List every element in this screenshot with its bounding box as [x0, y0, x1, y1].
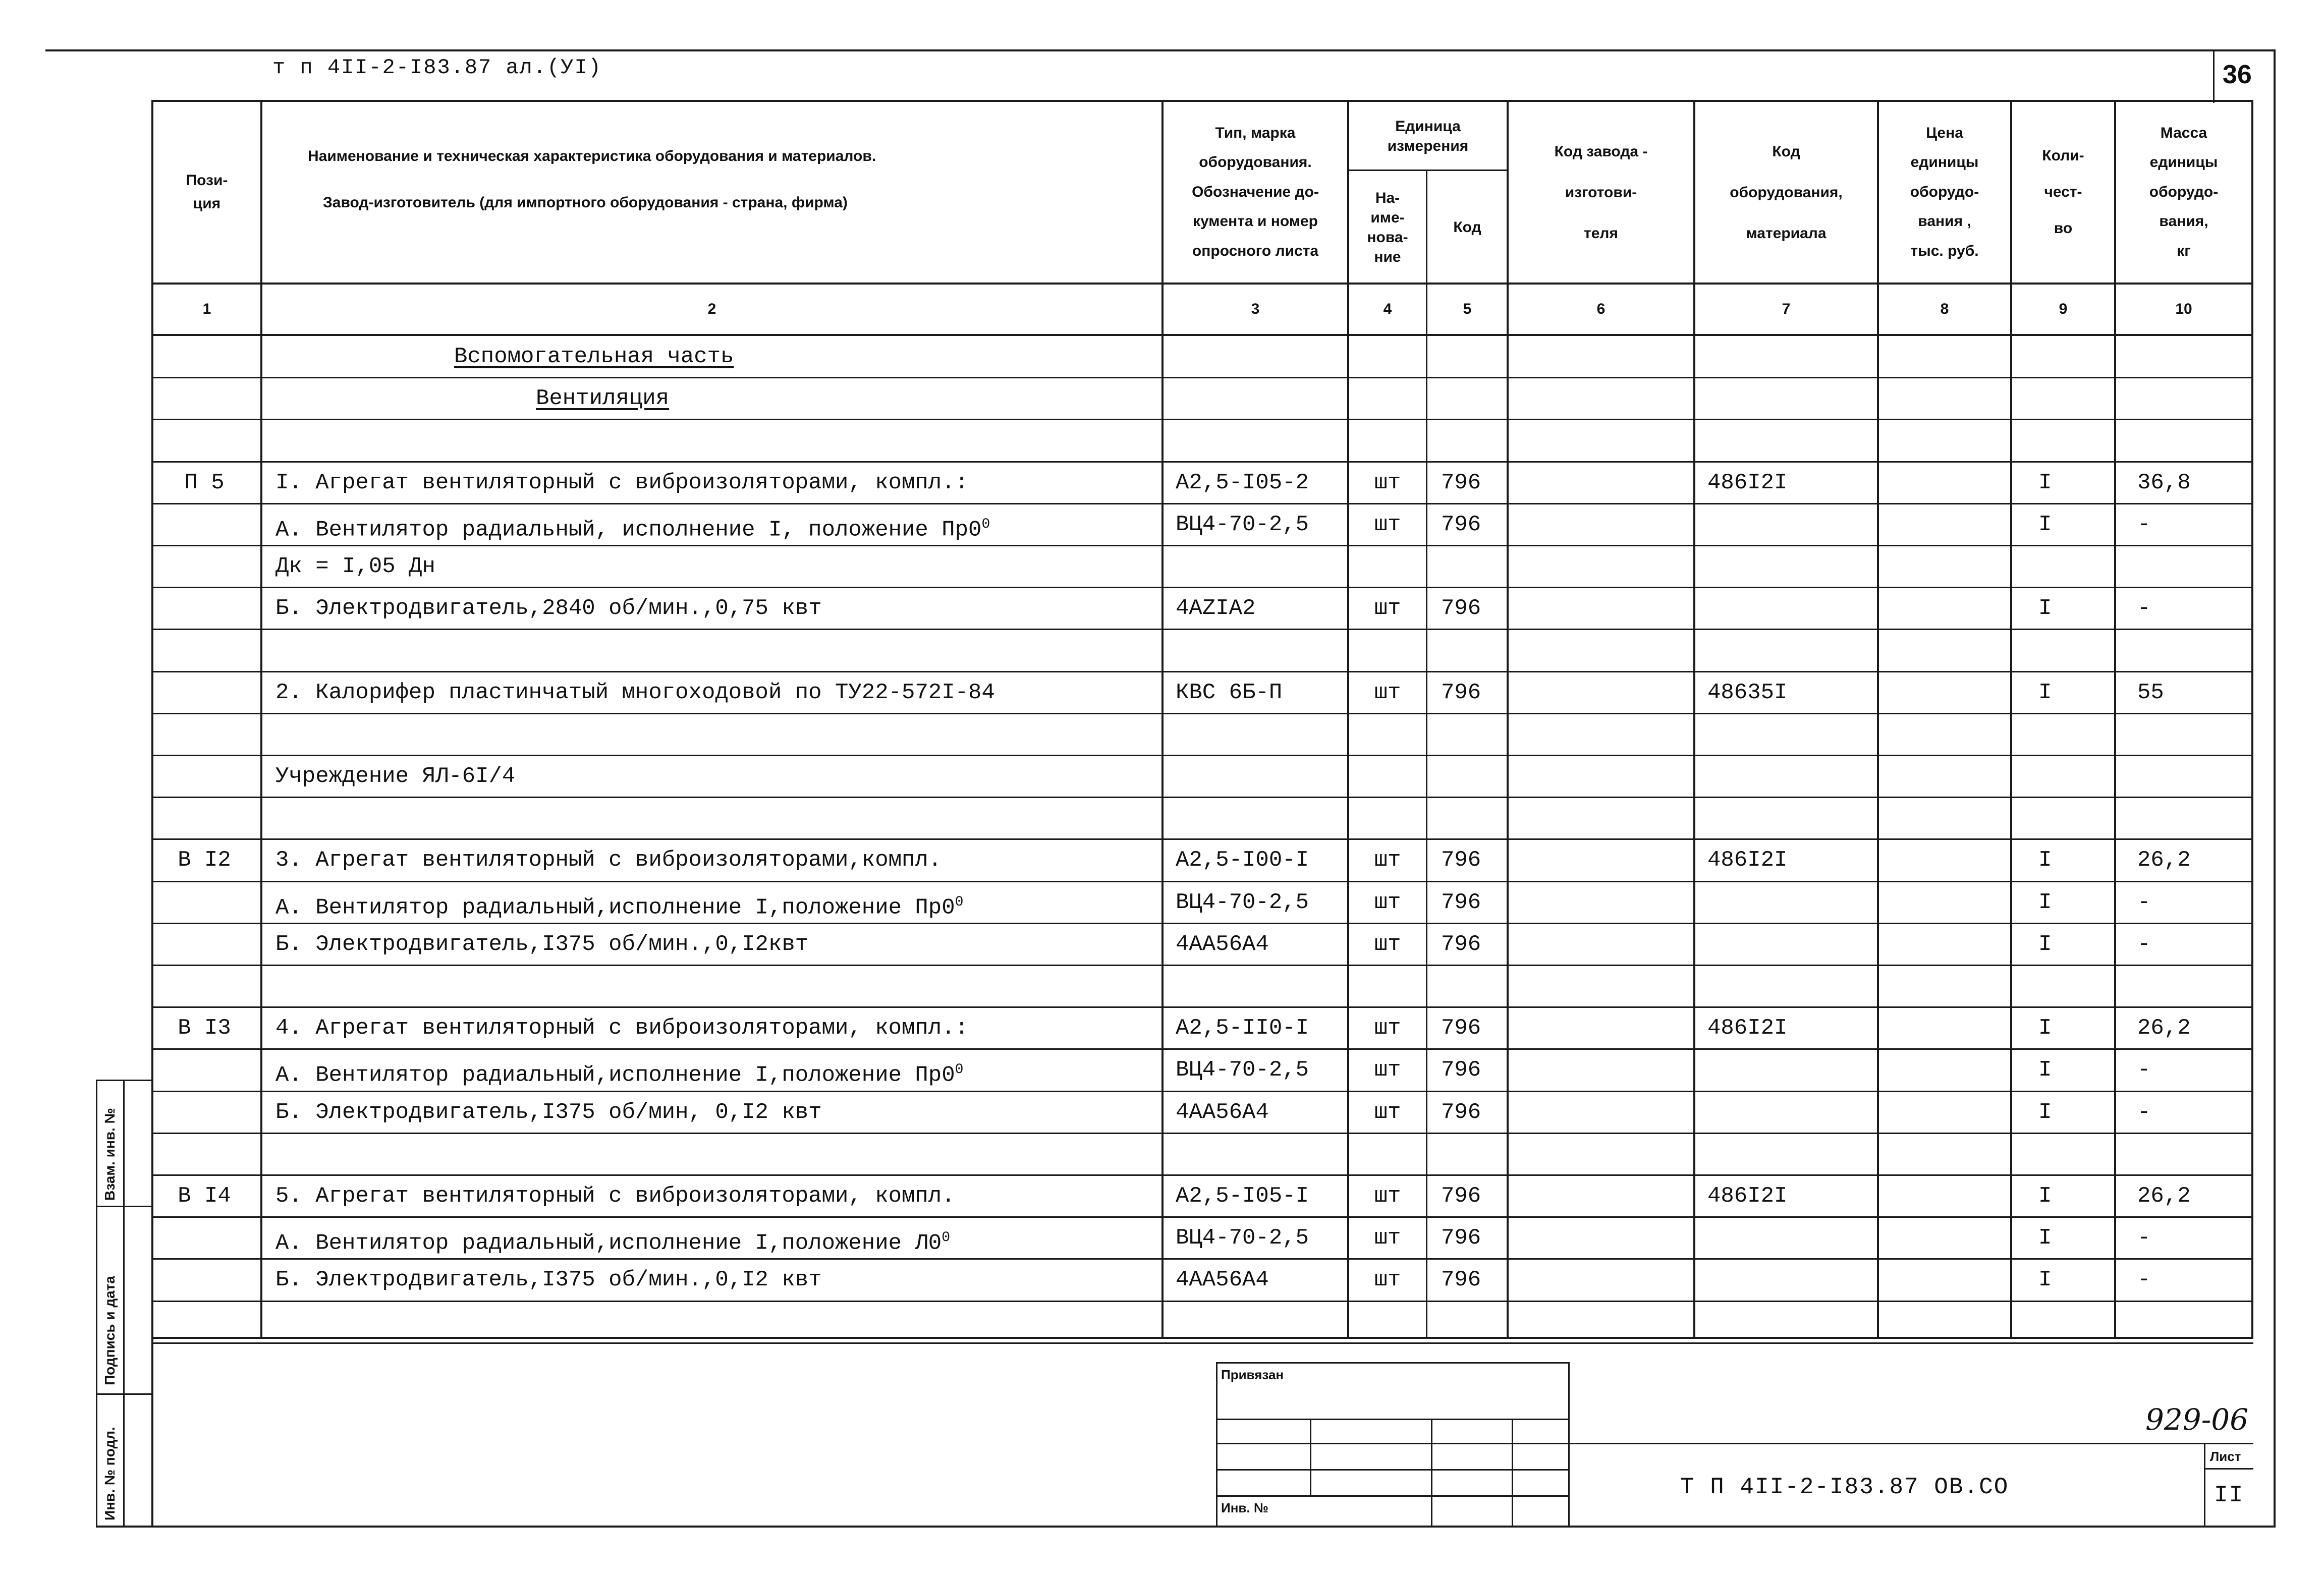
- stamp-line-d: [1216, 1495, 1569, 1497]
- handwritten-number: 929-06: [2145, 1402, 2249, 1437]
- stamp-col-b: [1431, 1419, 1432, 1528]
- header-quantity: Коли- чест- во: [2042, 147, 2084, 237]
- side-label-vzam: Взам. инв. №: [102, 1108, 118, 1201]
- cell-position: [167, 1092, 242, 1133]
- side-strip-left: [96, 1080, 97, 1528]
- row-separator: [151, 1342, 2253, 1344]
- superscript: 0: [955, 1062, 964, 1078]
- cell-name: Б. Электродвигатель,2840 об/мин.,0,75 квт: [275, 596, 822, 621]
- cell-unit: шт: [1374, 932, 1401, 957]
- cell-quantity: I: [2038, 1267, 2052, 1292]
- side-label-podpis: Подпись и дата: [102, 1276, 118, 1385]
- cell-position: [167, 378, 242, 419]
- cell-position: [167, 1134, 242, 1175]
- stamp-line-a: [1216, 1419, 1569, 1420]
- cell-type: 4АА56А4: [1176, 1267, 1269, 1292]
- cell-unit: [1352, 798, 1423, 839]
- header-factory-code: Код завода - изготови- теля: [1554, 143, 1648, 242]
- cell-equipment-code: 48635I: [1707, 680, 1788, 705]
- side-label-inv-podl: Инв. № подл.: [102, 1427, 118, 1520]
- table-right-border: [2251, 100, 2253, 1339]
- side-strip-inner: [123, 1080, 125, 1528]
- cell-name: 2. Калорифер пластинчатый многоходовой по ТУ22-572I-84: [275, 680, 995, 705]
- cell-mass: 55: [2137, 680, 2164, 705]
- cell-unit: [1352, 1302, 1423, 1343]
- cell-unit-code: 796: [1441, 1225, 1481, 1251]
- stamp-line-c: [1216, 1469, 1569, 1471]
- cell-mass: -: [2137, 1100, 2151, 1125]
- stamp-privyazan-label: Привязан: [1221, 1367, 1284, 1382]
- colnum-8: 8: [1940, 301, 1949, 317]
- cell-type: А2,5-II0-I: [1176, 1016, 1309, 1041]
- stamp-sheet-value: II: [2214, 1482, 2244, 1508]
- cell-equipment-code: 486I2I: [1707, 1016, 1788, 1041]
- cell-position: [167, 1302, 242, 1343]
- cell-unit-code: 796: [1441, 1016, 1481, 1041]
- cell-position: [167, 504, 242, 545]
- cell-position: [167, 336, 242, 377]
- cell-unit: [1352, 630, 1423, 671]
- cell-name: Вентиляция: [536, 386, 670, 411]
- main-stamp-top: [1568, 1443, 2253, 1444]
- cell-name: 4. Агрегат вентиляторный с виброизоляторами, компл.:: [275, 1016, 969, 1041]
- header-position: Пози- ция: [186, 172, 228, 212]
- cell-position: [167, 1217, 242, 1259]
- colnum-6: 6: [1596, 301, 1606, 317]
- colnum-2: 2: [707, 301, 716, 317]
- cell-position: В I3: [178, 1016, 231, 1041]
- colnum-4: 4: [1383, 301, 1392, 317]
- cell-mass: -: [2137, 596, 2151, 621]
- side-strip-div2: [96, 1393, 151, 1395]
- row-separator: [151, 419, 2253, 420]
- cell-name: 5. Агрегат вентиляторный с виброизоляторами, компл.: [275, 1183, 955, 1209]
- header-unit-group: Единица измерения: [1387, 118, 1469, 154]
- cell-unit: шт: [1374, 1100, 1401, 1125]
- sheet-number: 36: [2223, 60, 2252, 89]
- cell-unit: [1352, 420, 1423, 461]
- cell-unit-code: 796: [1441, 848, 1481, 873]
- cell-unit-code: 796: [1441, 1267, 1481, 1292]
- cell-unit: шт: [1374, 680, 1401, 705]
- cell-position: [167, 966, 242, 1007]
- cell-type: ВЦ4-70-2,5: [1176, 890, 1309, 915]
- cell-mass: -: [2137, 1225, 2151, 1251]
- cell-quantity: I: [2038, 1057, 2052, 1083]
- stamp-box-right: [1568, 1362, 1570, 1528]
- stamp-box-top: [1216, 1362, 1569, 1364]
- side-strip-top: [96, 1080, 153, 1081]
- cell-position: В I2: [178, 848, 231, 873]
- cell-name: I. Агрегат вентиляторный с виброизоляторами, компл.:: [275, 470, 969, 495]
- cell-name: Б. Электродвигатель,I375 об/мин.,0,I2квт: [275, 932, 809, 957]
- cell-type: 4АА56А4: [1176, 1100, 1269, 1125]
- cell-quantity: I: [2038, 512, 2052, 537]
- cell-unit-code: 796: [1441, 890, 1481, 915]
- cell-unit: [1352, 546, 1423, 587]
- cell-type: КВС 6Б-П: [1176, 680, 1283, 705]
- cell-type: А2,5-I05-I: [1176, 1183, 1309, 1209]
- cell-unit-code: 796: [1441, 1057, 1481, 1083]
- cell-position: [167, 1049, 242, 1091]
- colnum-3: 3: [1251, 301, 1260, 317]
- cell-position: [167, 546, 242, 587]
- cell-equipment-code: 486I2I: [1707, 848, 1788, 873]
- cell-mass: -: [2137, 890, 2151, 915]
- cell-name: А. Вентилятор радиальный, исполнение I, положение $Пр0^0$: [275, 517, 990, 543]
- cell-unit: шт: [1374, 1183, 1401, 1209]
- superscript: 0: [981, 517, 990, 532]
- cell-unit: шт: [1374, 1267, 1401, 1292]
- cell-equipment-code: 486I2I: [1707, 470, 1788, 495]
- cell-unit-code: 796: [1441, 470, 1481, 495]
- cell-quantity: I: [2038, 1100, 2052, 1125]
- cell-unit: шт: [1374, 596, 1401, 621]
- cell-position: [167, 1259, 242, 1301]
- unit-group-divider: [1347, 170, 1507, 171]
- cell-unit: [1352, 378, 1423, 419]
- cell-unit: [1352, 756, 1423, 797]
- cell-unit: шт: [1374, 1225, 1401, 1251]
- frame-top-line: [45, 49, 2276, 51]
- frame-right-line: [2274, 49, 2276, 1526]
- cell-mass: 36,8: [2137, 470, 2191, 495]
- header-name-line1: Наименование и техническая характеристика оборудования и материалов.: [308, 147, 876, 164]
- header-unit-code: Код: [1453, 218, 1481, 236]
- header-unit-name: На- име- нова- ние: [1367, 190, 1408, 265]
- table-bottom-border: [151, 1337, 2253, 1339]
- stamp-document-code: Т П 4II-2-I83.87 ОВ.СО: [1680, 1474, 2009, 1500]
- header-unit-price: Цена единицы оборудо- вания , тыс. руб.: [1910, 124, 1979, 259]
- cell-name: 3. Агрегат вентиляторный с виброизоляторами,компл.: [275, 848, 942, 873]
- cell-mass: 26,2: [2137, 848, 2191, 873]
- cell-name: А. Вентилятор радиальный,исполнение I,положение $Пр0^0$: [275, 894, 964, 921]
- cell-quantity: I: [2038, 1183, 2052, 1209]
- colnum-10: 10: [2175, 301, 2192, 317]
- cell-unit: [1352, 714, 1423, 755]
- stamp-line-b: [1216, 1443, 1569, 1444]
- superscript: 0: [955, 894, 964, 910]
- cell-type: А2,5-I00-I: [1176, 848, 1309, 873]
- cell-name: Б. Электродвигатель,I375 об/мин, 0,I2 квт: [275, 1100, 822, 1125]
- cell-mass: -: [2137, 512, 2151, 537]
- cell-unit-code: 796: [1441, 932, 1481, 957]
- row-separator: [151, 1301, 2253, 1302]
- superscript: 0: [942, 1230, 951, 1246]
- cell-type: ВЦ4-70-2,5: [1176, 512, 1309, 537]
- stamp-col-a: [1310, 1419, 1311, 1495]
- cell-unit-code: 796: [1441, 680, 1481, 705]
- cell-type: ВЦ4-70-2,5: [1176, 1225, 1309, 1251]
- cell-position: В I4: [178, 1183, 231, 1209]
- sheet-number-box-left: [2213, 49, 2215, 103]
- cell-position: [167, 588, 242, 629]
- cell-position: П 5: [184, 470, 225, 495]
- cell-unit: [1352, 966, 1423, 1007]
- cell-mass: -: [2137, 932, 2151, 957]
- cell-quantity: I: [2038, 470, 2052, 495]
- cell-name: Вспомогательная часть: [454, 344, 734, 369]
- cell-name: Дк = I,05 Дн: [275, 554, 435, 579]
- stamp-col-c: [1512, 1419, 1513, 1528]
- side-strip-div1: [96, 1206, 151, 1207]
- frame-bottom-line: [96, 1526, 2276, 1528]
- cell-unit: шт: [1374, 848, 1401, 873]
- cell-unit: [1352, 1134, 1423, 1175]
- cell-position: [167, 714, 242, 755]
- cell-type: 4АZIA2: [1176, 596, 1256, 621]
- cell-name: А. Вентилятор радиальный,исполнение I,положение $Л0^0$: [275, 1230, 951, 1256]
- cell-unit: шт: [1374, 1057, 1401, 1083]
- cell-position: [167, 756, 242, 797]
- cell-quantity: I: [2038, 680, 2052, 705]
- cell-mass: 26,2: [2137, 1183, 2191, 1209]
- colnum-7: 7: [1782, 301, 1791, 317]
- cell-mass: 26,2: [2137, 1016, 2191, 1041]
- cell-quantity: I: [2038, 848, 2052, 873]
- cell-type: А2,5-I05-2: [1176, 470, 1309, 495]
- cell-unit: шт: [1374, 890, 1401, 915]
- cell-name: А. Вентилятор радиальный,исполнение I,положение $Пр0^0$: [275, 1062, 964, 1088]
- cell-position: [167, 924, 242, 965]
- stamp-box-left: [1216, 1362, 1218, 1528]
- cell-unit-code: 796: [1441, 596, 1481, 621]
- cell-type: 4АА56А4: [1176, 932, 1269, 957]
- cell-name: Б. Электродвигатель,I375 об/мин.,0,I2 квт: [275, 1267, 822, 1292]
- cell-quantity: I: [2038, 596, 2052, 621]
- cell-unit: [1352, 336, 1423, 377]
- cell-mass: -: [2137, 1267, 2151, 1292]
- header-name-line2: Завод-изготовитель (для импортного оборудования - страна, фирма): [323, 194, 848, 211]
- cell-unit: шт: [1374, 1016, 1401, 1041]
- sheet-box-divider: [2204, 1468, 2253, 1470]
- header-unit-mass: Масса единицы оборудо- вания, кг: [2149, 124, 2219, 259]
- cell-position: [167, 630, 242, 671]
- cell-position: [167, 882, 242, 923]
- cell-name: Учреждение ЯЛ-6I/4: [275, 764, 516, 789]
- cell-unit-code: 796: [1441, 1183, 1481, 1209]
- header-type: Тип, марка оборудования. Обозначение до- кумента и номер опросного листа: [1192, 124, 1319, 259]
- cell-unit-code: 796: [1441, 1100, 1481, 1125]
- cell-quantity: I: [2038, 1225, 2052, 1251]
- document-code-top: т п 4II-2-I83.87 ал.(УI): [272, 55, 602, 80]
- cell-unit: шт: [1374, 470, 1401, 495]
- stamp-sheet-label: Лист: [2210, 1449, 2241, 1464]
- stamp-inv-label: Инв. №: [1221, 1500, 1268, 1515]
- colnum-1: 1: [202, 301, 211, 317]
- cell-mass: -: [2137, 1057, 2151, 1083]
- colnum-5: 5: [1463, 301, 1472, 317]
- cell-quantity: I: [2038, 890, 2052, 915]
- sheet-box-left: [2204, 1443, 2205, 1528]
- cell-quantity: I: [2038, 1016, 2052, 1041]
- cell-unit-code: 796: [1441, 512, 1481, 537]
- colnum-9: 9: [2059, 301, 2068, 317]
- cell-type: ВЦ4-70-2,5: [1176, 1057, 1309, 1083]
- cell-equipment-code: 486I2I: [1707, 1183, 1788, 1209]
- cell-unit: шт: [1374, 512, 1401, 537]
- cell-position: [167, 420, 242, 461]
- cell-position: [167, 798, 242, 839]
- header-equipment-code: Код оборудования, материала: [1730, 143, 1843, 242]
- cell-position: [167, 672, 242, 713]
- cell-quantity: I: [2038, 932, 2052, 957]
